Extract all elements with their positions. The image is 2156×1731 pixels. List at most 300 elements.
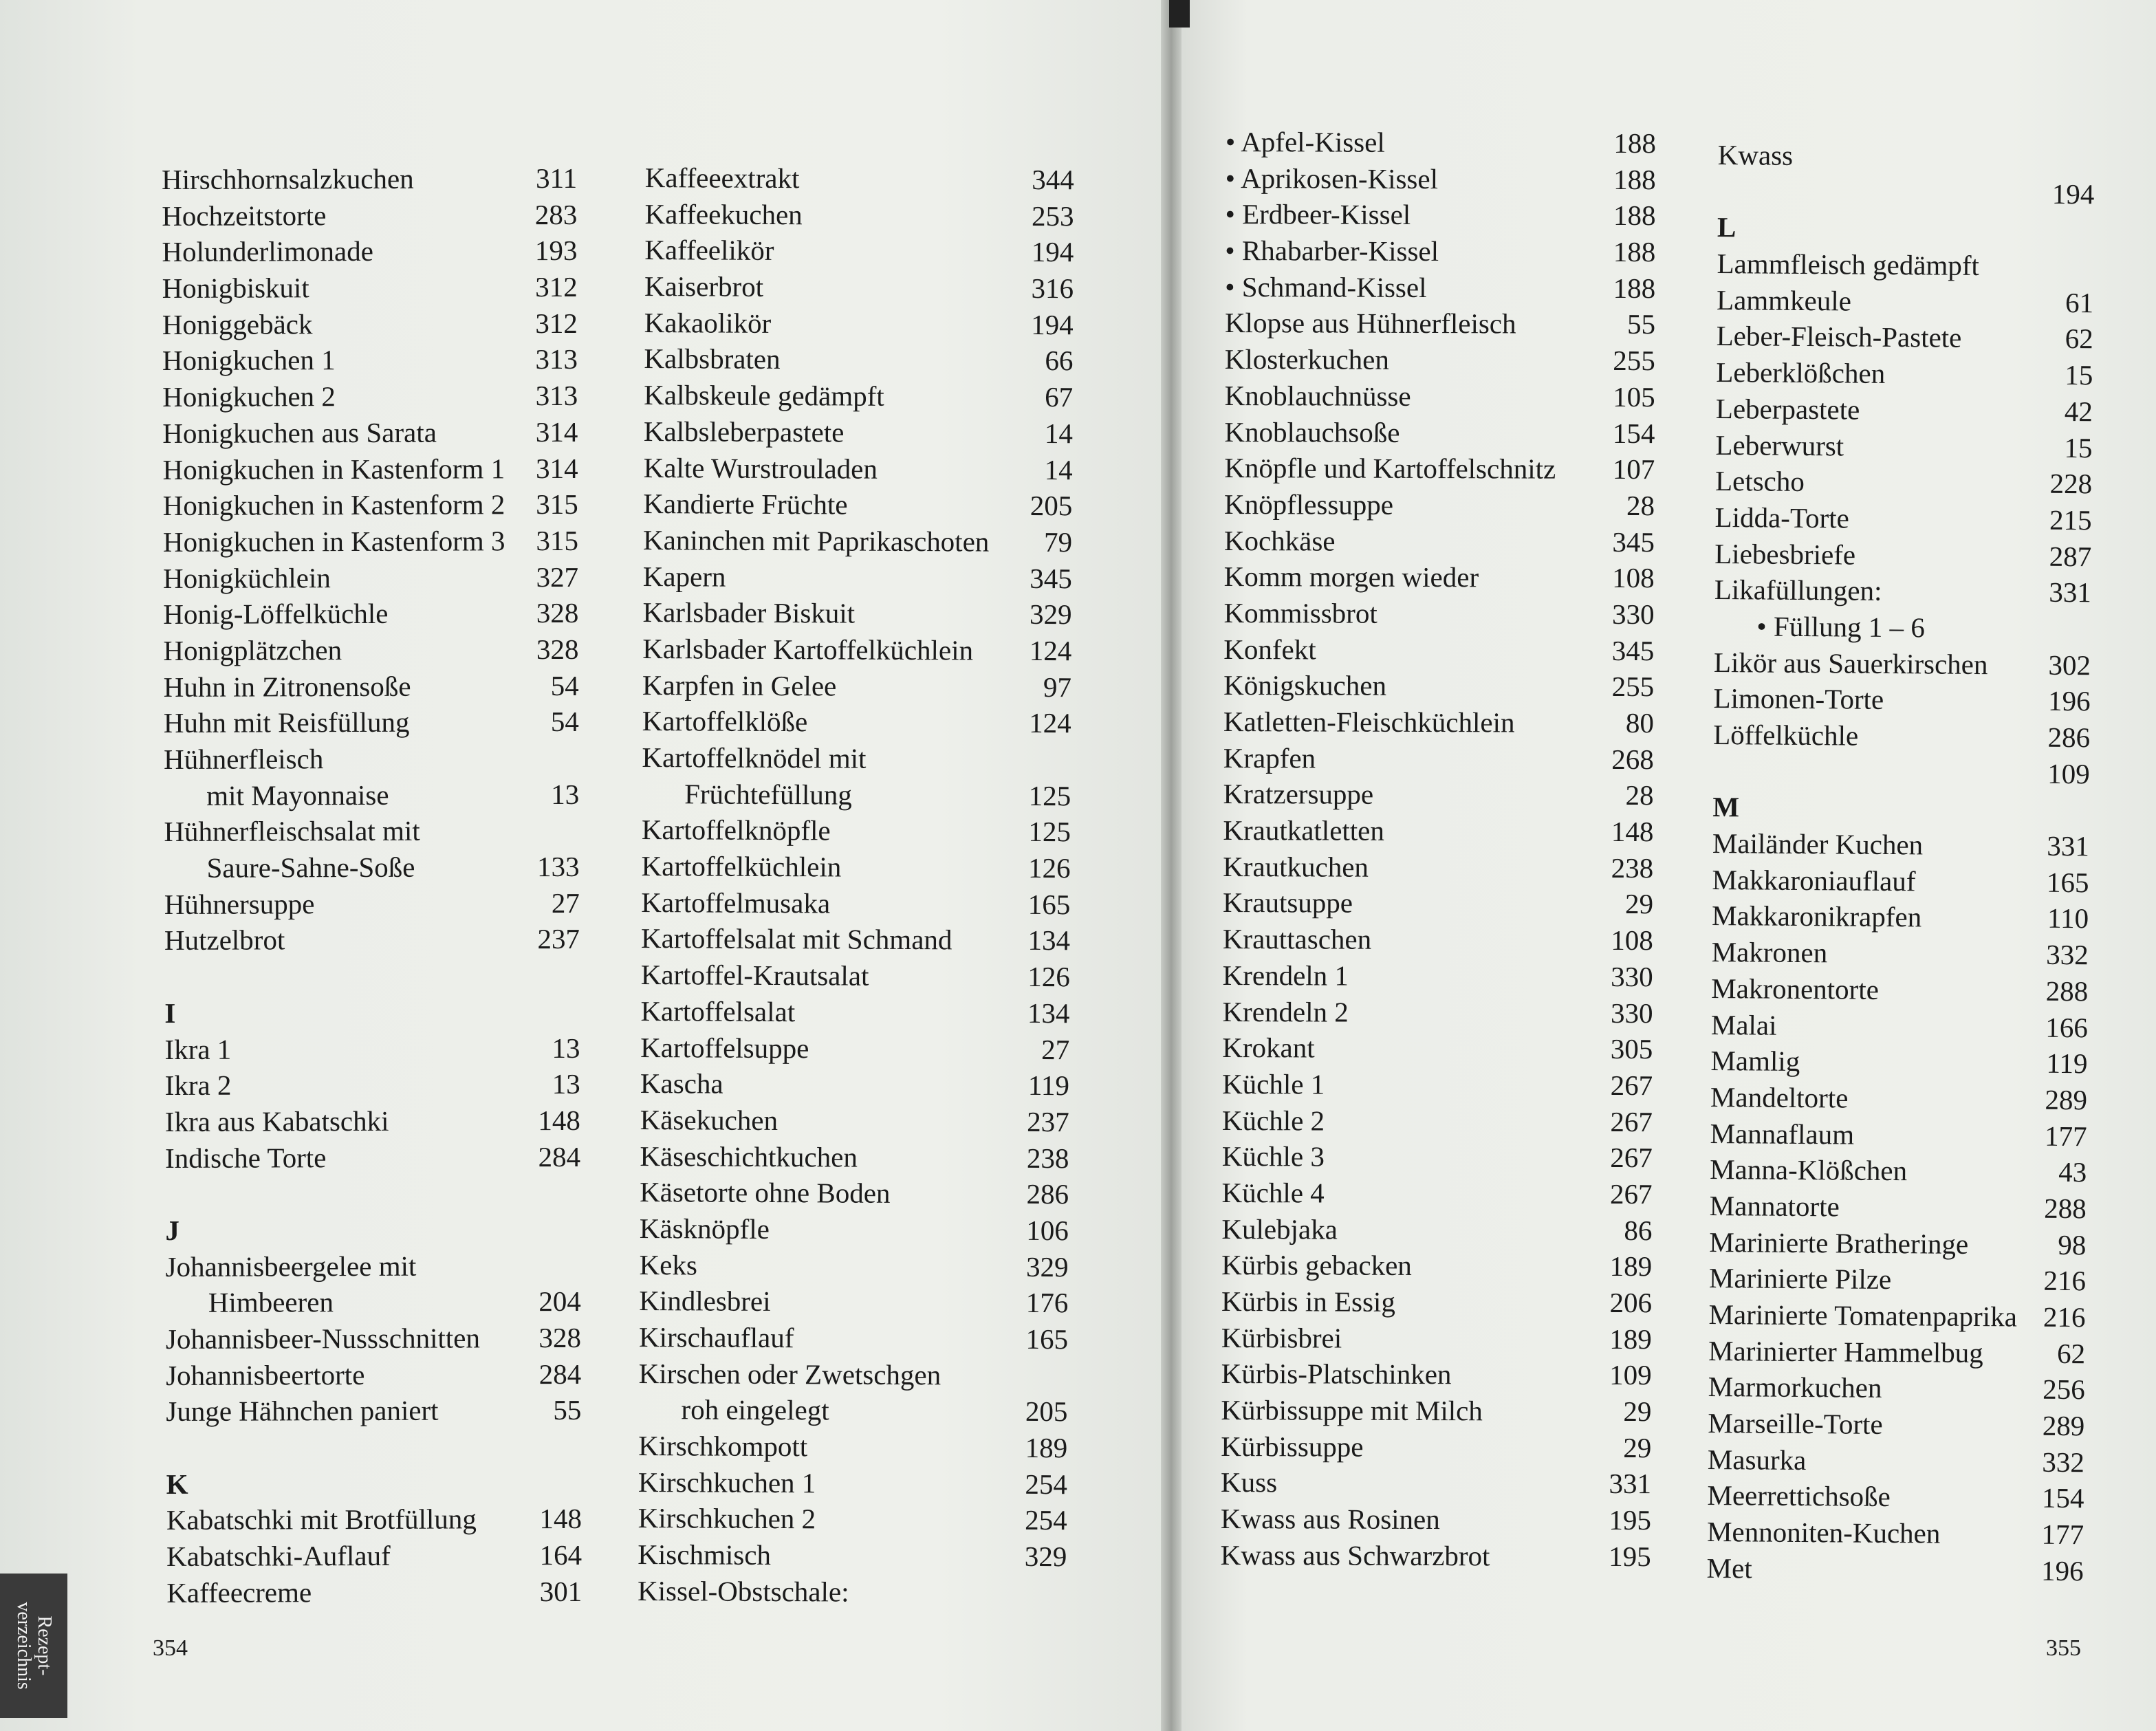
entry-title: Honig-Löffelküchle [163,598,389,631]
entry-title: Kirschen oder Zwetschgen [638,1357,941,1391]
index-spacer [164,957,580,995]
entry-page: 66 [1045,345,1074,377]
entry-title: Kwass aus Schwarzbrot [1220,1538,1490,1572]
entry-page: 165 [2046,866,2089,899]
entry-page: 176 [1025,1287,1069,1319]
entry-page: 255 [1613,345,1655,377]
index-entry [643,522,1072,560]
letter-heading-text: J [165,1214,180,1246]
index-entry [1225,305,1655,342]
entry-title: Küchle 3 [1221,1140,1325,1173]
index-entry [165,1138,580,1176]
entry-title: Käseschichtkuchen [640,1140,858,1173]
entry-page: 107 [1612,453,1655,486]
entry-title: Makkaroniauflauf [1712,863,1916,897]
entry-title: Lammfleisch gedämpft [1717,248,1980,282]
entry-title: Liebesbriefe [1714,537,1856,571]
entry-title: Masurka [1707,1443,1807,1476]
entry-page: 196 [2040,1554,2084,1587]
entry-page: 284 [538,1140,581,1173]
entry-title: Kaffeelikör [644,234,774,267]
entry-page: 188 [1613,127,1656,160]
index-column-1 [162,160,582,1611]
index-entry [644,305,1074,343]
entry-title: Honigplätzchen [163,634,342,666]
entry-title: Kochkäse [1223,524,1336,557]
entry-page: 126 [1027,961,1070,993]
index-entry [642,631,1071,669]
index-entry [642,776,1071,814]
index-entry [1712,862,2089,901]
index-entry [1711,970,2088,1010]
entry-page: 55 [553,1394,582,1426]
entry-page: 311 [536,162,578,195]
entry-title: Leberwurst [1715,428,1844,461]
entry-page: 330 [1610,997,1653,1029]
entry-page: 108 [1612,562,1655,594]
entry-title: • Rhabarber-Kissel [1225,235,1439,268]
index-entry [641,884,1070,923]
index-entry [164,668,579,706]
index-entry [1226,160,1656,198]
entry-page: 328 [538,1321,582,1354]
index-entry [164,776,579,814]
index-entry [1710,1115,2087,1155]
section-tab [0,1574,67,1718]
index-entry [163,595,578,633]
entry-page: 13 [551,778,580,810]
index-entry [165,1102,580,1140]
index-spacer [165,1175,580,1212]
entry-title: Kascha [640,1067,723,1100]
index-entry [163,631,578,669]
entry-page: 255 [1611,671,1655,703]
entry-title: Knöpfle und Kartoffelschnitz [1224,452,1556,485]
entry-title: Johannisbeer-Nussschnitten [165,1322,480,1355]
index-entry [1221,1428,1651,1466]
entry-title: Manna-Klößchen [1710,1153,1908,1187]
entry-page: 312 [535,307,578,339]
entry-page: 193 [534,235,578,267]
index-entry [643,558,1072,597]
entry-page: 134 [1027,924,1071,957]
entry-title: Honiggebäck [162,307,313,340]
entry-page: 61 [2065,286,2094,319]
index-entry [1223,884,1653,922]
entry-title: Leber-Fleisch-Pastete [1716,320,1962,354]
entry-page: 125 [1028,779,1071,812]
entry-page: 206 [1609,1286,1653,1319]
entry-page: 288 [2044,1192,2087,1225]
entry-title: Kabatschki-Auflauf [166,1539,391,1573]
entry-title: Käsknöpfle [639,1212,770,1245]
entry-page: 55 [1626,308,1656,340]
index-entry [164,704,579,741]
entry-title: Kirschkuchen 2 [638,1502,816,1535]
entry-page: 313 [535,380,578,412]
entry-page: 205 [1030,490,1073,522]
index-entry [1221,1392,1651,1430]
entry-title: Huhn mit Reisfüllung [163,706,410,739]
index-entry [164,921,580,959]
entry-page: 329 [1029,598,1072,631]
entry-page: 267 [1610,1069,1653,1102]
index-entry [1223,921,1653,959]
index-entry [162,341,578,379]
entry-page: 148 [539,1503,582,1535]
index-entry [162,160,577,198]
index-entry [1717,246,2093,285]
index-entry [1708,1369,2085,1408]
index-entry [1221,1283,1652,1321]
entry-title: Klopse aus Hühnerfleisch [1224,307,1516,340]
section-tab-label: Rezept- verzeichnis [13,1602,55,1690]
entry-page: 105 [1613,380,1655,413]
entry-title: Kwass [1717,138,1794,171]
entry-title: Kalbsbraten [644,342,781,375]
entry-page: 205 [1025,1395,1068,1428]
entry-title: Hochzeitstorte [162,199,327,232]
entry-page: 119 [2046,1047,2088,1080]
entry-title: Konfekt [1223,633,1316,666]
entry-title: Kaninchen mit Paprikaschoten [642,523,990,558]
index-entry [644,449,1073,488]
index-entry [1713,717,2090,756]
index-entry [1714,608,2091,647]
entry-page: 148 [1611,816,1654,848]
entry-page: 312 [535,270,578,303]
index-entry [640,1138,1069,1177]
entry-title: Löffelküchle [1712,718,1859,752]
entry-page: 29 [1623,1395,1652,1428]
entry-title: Kaffeeextrakt [644,161,800,195]
entry-title: Honigkuchen aus Sarata [162,416,437,449]
index-entry [1717,282,2093,321]
index-entry [1226,124,1656,162]
entry-title: Hühnerfleisch [163,743,324,775]
entry-page: 332 [2045,938,2089,971]
entry-page: 124 [1029,707,1071,739]
entry-page: 253 [1031,199,1074,232]
entry-page: 315 [536,488,578,521]
entry-title: roh eingelegt [681,1393,829,1426]
index-entry [162,305,578,343]
entry-title: Kalbskeule gedämpft [644,379,884,412]
entry-title: Klosterkuchen [1224,343,1389,375]
index-entry [1223,849,1653,886]
index-column-3 [1221,124,1656,1575]
entry-page: 238 [1611,851,1654,884]
index-entry [1710,1079,2087,1118]
index-entry [642,739,1071,778]
entry-title: Honigkuchen in Kastenform 2 [162,488,505,522]
index-entry [1223,667,1654,705]
entry-title: Malai [1710,1008,1777,1041]
index-entry [640,1029,1069,1067]
index-entry [165,1066,580,1104]
index-entry [164,885,580,923]
entry-page: 188 [1613,272,1656,304]
entry-page: 301 [539,1575,582,1607]
index-entry [163,486,578,524]
entry-title: Limonen-Torte [1713,682,1884,716]
entry-page: 97 [1043,671,1072,703]
entry-page: 154 [2041,1482,2084,1514]
entry-page: 327 [536,560,579,593]
index-entry [162,232,577,270]
index-entry [1712,897,2089,937]
entry-page: 314 [535,452,578,484]
entry-page: 15 [2065,359,2093,391]
entry-page: 54 [550,669,579,701]
entry-title: Katletten-Fleischküchlein [1223,705,1515,739]
index-entry [1222,1030,1653,1067]
index-entry [1708,1405,2084,1444]
entry-page: 119 [1027,1069,1070,1102]
index-entry [639,1319,1068,1358]
index-entry [1222,1066,1653,1104]
index-entry [163,523,578,560]
index-entry [1223,595,1654,633]
entry-title: Kürbisbrei [1221,1321,1342,1354]
entry-title: Kwass aus Rosinen [1220,1503,1440,1536]
index-entry [644,232,1074,270]
entry-title: Kartoffelknödel mit [642,741,867,774]
index-entry [1225,196,1655,234]
entry-title: Keks [639,1248,697,1281]
index-entry [644,268,1074,307]
entry-page: 13 [552,1032,580,1064]
entry-title: Kulebjaka [1221,1212,1338,1245]
entry-page: 154 [1612,417,1655,449]
index-entry [640,1065,1069,1104]
entry-page: 62 [2065,323,2093,355]
index-entry [1224,523,1655,560]
entry-title: Kartoffelküchlein [641,850,842,883]
index-column-2 [638,160,1074,1611]
entry-title: • Apfel-Kissel [1225,125,1385,158]
entry-title: Kabatschki mit Brotfüllung [166,1503,477,1536]
index-entry [166,1537,582,1575]
entry-page: 27 [551,886,580,919]
entry-page: 331 [1609,1468,1652,1500]
entry-page: 283 [534,198,578,230]
entry-page: 67 [1045,381,1074,413]
index-entry [641,848,1070,886]
index-entry [1707,1514,2084,1553]
entry-title: Kandierte Früchte [643,488,848,521]
entry-title: Leberklößchen [1716,356,1886,390]
entry-title: Kirschauflauf [638,1320,794,1354]
entry-page: 215 [2049,503,2092,536]
entry-page: 345 [1030,562,1072,594]
entry-page: 228 [2049,467,2093,500]
entry-page: 109 [1609,1359,1652,1391]
entry-page: 267 [1609,1177,1653,1210]
entry-title: Himbeeren [208,1286,334,1319]
index-entry [1221,1320,1652,1358]
entry-title: Karlsbader Biskuit [642,596,856,629]
index-entry [639,1247,1068,1285]
entry-title: Knoblauchsoße [1224,415,1400,448]
index-entry [1221,1356,1652,1393]
entry-title: Lidda-Torte [1714,501,1850,534]
entry-page: 330 [1611,960,1653,992]
entry-page: 286 [1026,1178,1069,1210]
entry-page: 98 [2058,1228,2087,1261]
letter-heading [164,994,580,1032]
entry-title: Königskuchen [1223,669,1387,702]
index-entry [638,1573,1067,1611]
entry-title: Krendeln 1 [1222,959,1349,992]
entry-page: 54 [550,706,579,738]
entry-page: 289 [2045,1083,2088,1116]
letter-heading-text: L [1717,211,1736,243]
entry-page: 125 [1028,816,1071,848]
entry-title: Ikra aus Kabatschki [164,1104,389,1137]
entry-page: 29 [1623,1431,1652,1463]
entry-title: Küchle 2 [1221,1104,1325,1137]
entry-title: Mannatorte [1709,1189,1840,1223]
index-entry [642,812,1071,850]
entry-title: Kirschkompott [638,1430,808,1463]
index-entry [640,993,1069,1032]
entry-page: 189 [1609,1250,1653,1283]
index-entry [644,340,1073,379]
index-entry [1223,957,1653,995]
entry-page: 188 [1613,199,1656,232]
entry-page: 177 [2041,1518,2084,1551]
entry-page: 316 [1031,272,1074,305]
index-entry [163,558,578,596]
entry-title: Junge Hähnchen paniert [166,1394,439,1428]
index-entry [1221,1247,1652,1285]
entry-page: 86 [1624,1214,1653,1246]
index-entry [639,1356,1068,1394]
index-entry [639,1283,1068,1321]
index-entry [1224,450,1655,488]
index-entry [638,1536,1067,1575]
entry-page: 43 [2058,1156,2087,1188]
index-entry [166,1320,581,1358]
entry-page: 287 [2049,540,2092,572]
entry-page: 344 [1032,163,1074,196]
entry-page: 288 [2045,975,2089,1008]
entry-title: Krendeln 2 [1222,995,1349,1028]
index-entry [640,1102,1069,1140]
index-entry [1713,680,2090,719]
index-entry [166,1283,581,1321]
index-entry [1706,1550,2083,1589]
entry-page: 106 [1026,1214,1069,1247]
entry-title: Mandeltorte [1710,1080,1849,1114]
entry-title: Komm morgen wieder [1223,560,1479,594]
entry-title: Kaffeekuchen [644,197,803,230]
index-entry [164,812,579,850]
entry-page: 204 [538,1285,581,1318]
entry-title: Marmorkuchen [1708,1371,1882,1404]
entry-title: Knöpflessuppe [1223,488,1394,521]
entry-page: 237 [1027,1105,1069,1138]
entry-page: 177 [2044,1120,2087,1152]
entry-title: Kürbissuppe mit Milch [1221,1394,1483,1427]
entry-title: Likör aus Sauerkirschen [1713,646,1988,680]
index-entry [1223,776,1654,814]
entry-title: • Erdbeer-Kissel [1225,198,1411,231]
entry-title: Meerrettichsoße [1707,1479,1891,1513]
entry-page: 164 [539,1539,582,1571]
index-entry [642,594,1071,633]
index-entry [1707,1477,2084,1516]
index-entry [1225,269,1655,307]
index-entry [642,667,1071,706]
entry-title: Makronentorte [1711,972,1880,1005]
entry-title: Kartoffelklöße [642,705,808,738]
index-entry [645,160,1074,198]
entry-title: Kaffeecreme [166,1576,312,1609]
entry-page: 313 [535,343,578,375]
index-entry [1714,536,2091,575]
entry-title: Mannaflaum [1710,1117,1855,1151]
entry-page: 109 [2047,757,2090,790]
entry-title: Küchle 1 [1222,1067,1325,1100]
entry-page: 195 [1609,1504,1651,1536]
entry-page: 134 [1027,997,1070,1030]
index-entry [166,1501,582,1538]
entry-title: Ikra 1 [164,1033,232,1065]
index-entry [644,196,1074,235]
index-entry [638,1428,1067,1466]
index-entry [1224,486,1655,524]
index-entry [640,1174,1069,1212]
entry-title: Kratzersuppe [1223,778,1374,811]
entry-title: Kürbis gebacken [1221,1249,1412,1282]
entry-page: 194 [2051,177,2095,210]
entry-page: 14 [1044,417,1074,450]
index-entry [1224,413,1655,451]
entry-page: 196 [2047,685,2091,717]
index-spacer [166,1428,581,1466]
entry-title: Knoblauchnüsse [1224,379,1411,412]
book-spine-top [1169,0,1190,28]
index-entry [1714,644,2091,684]
entry-title: • Aprikosen-Kissel [1225,162,1439,195]
index-entry [1716,391,2093,430]
entry-page: 189 [1609,1322,1652,1355]
index-entry [1222,993,1653,1031]
entry-title: Marseille-Torte [1708,1407,1883,1441]
entry-page: 329 [1024,1541,1067,1573]
index-entry [1223,740,1654,778]
entry-title: Früchtefüllung [684,777,852,811]
entry-page: 286 [2047,721,2091,754]
entry-page: 15 [2064,431,2093,464]
entry-title: Käsekuchen [640,1103,778,1136]
index-entry [638,1391,1067,1430]
index-entry [641,957,1070,995]
index-entry [166,1392,581,1430]
entry-page: 42 [2064,395,2093,428]
index-entry [1710,1043,2087,1082]
index-column-4 [1706,137,2095,1589]
index-entry [642,703,1071,741]
index-entry [638,1464,1067,1503]
entry-title: Huhn in Zitronensoße [163,670,411,703]
entry-page: 267 [1610,1142,1653,1174]
index-entry [1717,318,2093,357]
entry-title: Kalbsleberpastete [643,415,845,448]
index-entry [1717,173,2094,213]
